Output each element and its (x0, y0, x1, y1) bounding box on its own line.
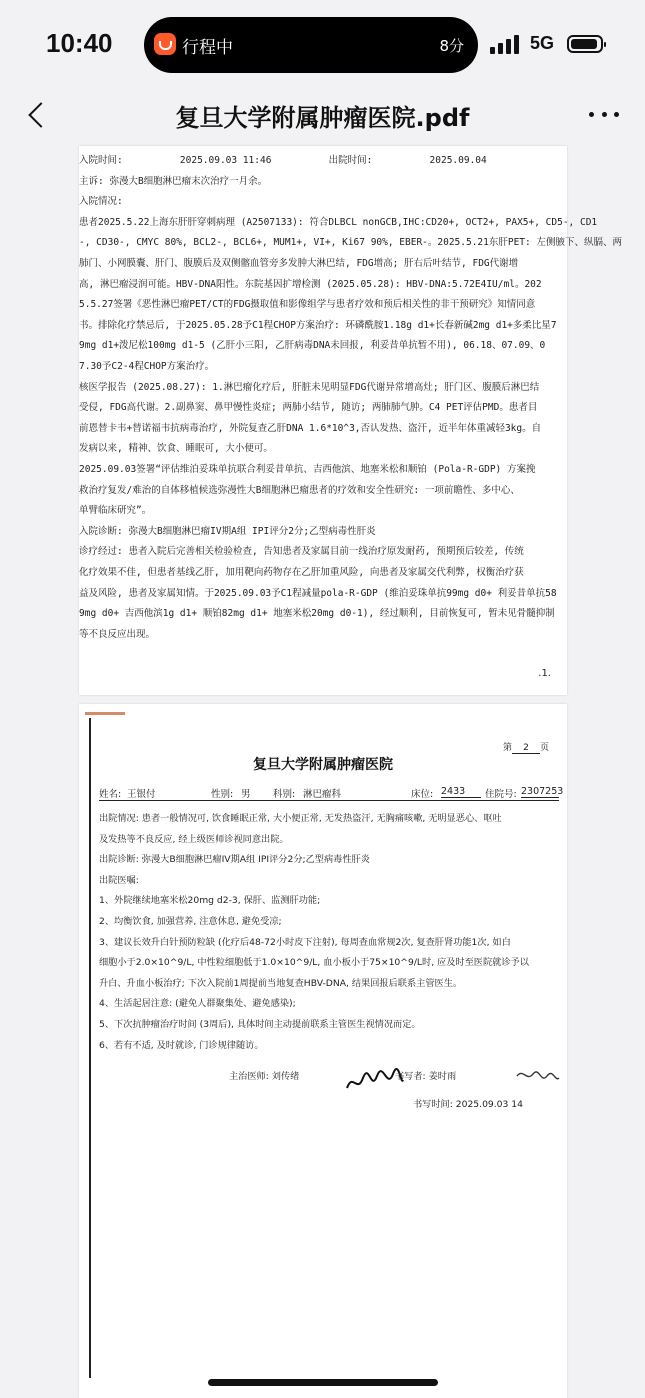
nav-bar (0, 90, 645, 142)
home-indicator[interactable] (208, 1379, 438, 1386)
patient-name: 王银付 (127, 786, 207, 801)
activity-label: 行程中 (182, 38, 233, 58)
live-activity-pill[interactable] (144, 17, 478, 73)
scan-edge-line (89, 718, 91, 1378)
more-options-icon[interactable] (589, 104, 619, 124)
scan-mark (85, 712, 125, 715)
patient-sex: 男 (241, 786, 271, 801)
document-line: 前恩替卡韦+替诺福韦抗病毒治疗, 外院复查乙肝DNA 1.6*10^3,否认发热、盗汗, 近半年体重减轻3kg。自 (79, 422, 542, 434)
document-line: 出院医嘱: (99, 874, 139, 886)
document-line: 细胞小于2.0×10^9/L, 中性粒细胞低于1.0×10^9/L, 血小板小于75×10^9/L时, 应及时至医院就诊予以 (99, 957, 529, 969)
document-line: 肺门、小网膜囊、肝门、腹膜后及双侧髂血管旁多发肿大淋巴结, FDG增高; 肝右后叶结节, FDG代谢增 (79, 258, 519, 269)
document-line: 益及风险, 患者及家属知情。于2025.09.03予C1程减量pola-R-GDP (维泊妥珠单抗99mg d0+ 利妥昔单抗58 (79, 587, 557, 599)
document-line: 7.30予C2-4程CHOP方案治疗。 (79, 361, 215, 372)
page-number: .1. (538, 668, 551, 679)
document-line: 诊疗经过: 患者入院后完善相关检验检查, 告知患者及家属目前一线治疗原发耐药, 预期预后较差, 传统 (79, 546, 524, 558)
document-line: 入院时间: 2025.09.03 11:46 出院时间: 2025.09.04 (79, 155, 487, 166)
document-line: 及发热等不良反应, 经上级医师诊视同意出院。 (99, 833, 289, 845)
department: 淋巴瘤科 (303, 786, 399, 801)
document-line: 核医学报告 (2025.08.27): 1.淋巴瘤化疗后, 肝脏未见明显FDG代谢异常增高灶; 肝门区、腹膜后淋巴结 (79, 381, 540, 393)
document-title: 复旦大学附属肿瘤医院.pdf (175, 104, 470, 132)
network-type: 5G (530, 33, 555, 53)
document-line: 救治疗复发/难治的自体移植候选弥漫性大B细胞淋巴瘤患者的疗效和安全性研究: 一项前瞻性、多中心、 (79, 484, 520, 496)
page-indicator: 第 2 页 (503, 743, 550, 753)
bed-number: 2433 (441, 786, 481, 798)
document-line: 出院情况: 患者一般情况可, 饮食睡眠正常, 大小便正常, 无发热盗汗, 无胸痛咳嗽, 无明显恶心、呕吐 (99, 813, 502, 824)
document-line: 5.5.27签署《恶性淋巴瘤PET/CT的FDG摄取值和影像组学与患者疗效和预后相关性的非干预研究》知情同意 (79, 299, 536, 311)
document-line: 单臂临床研究”。 (79, 505, 152, 517)
document-line: 等不良反应出现。 (79, 628, 156, 640)
pdf-page-2[interactable] (79, 704, 567, 1398)
document-line: -, CD30-, CMYC 80%, BCL2-, BCL6+, MUM1+, VI+, Ki67 90%, EBER-。2025.5.21东肝PET: 左侧腋下、纵膈、两 (79, 237, 622, 249)
document-line: 出院诊断: 弥漫大B细胞淋巴瘤IV期A组 IPI评分2分;乙型病毒性肝炎 (99, 854, 370, 866)
document-line: 主诉: 弥漫大B细胞淋巴瘤末次治疗一月余。 (79, 175, 268, 187)
document-line: 发病以来, 精神、饮食、睡眠可, 大小便可。 (79, 443, 273, 455)
document-line: 9mg d0+ 吉西他滨1g d1+ 顺铂82mg d1+ 地塞米松20mg d0-1), 经过顺利, 目前恢复可, 暂未见骨髓抑制 (79, 608, 555, 620)
patient-header: 姓名: 王银付 性别: 男 科别: 淋巴瘤科 床位: 2433 住院号: 2307253 (99, 786, 564, 800)
pdf-page-1[interactable] (79, 146, 622, 695)
document-line: 高, 淋巴瘤浸润可能。HBV-DNA阳性。东院基因扩增检测 (2025.05.28): HBV-DNA:5.72E4IU/ml。202 (79, 278, 542, 290)
document-line: 2025.09.03签署“评估维泊妥珠单抗联合利妥昔单抗、吉西他滨、地塞米松和顺铂 (Pola-R-GDP) 方案挽 (79, 464, 536, 475)
document-line: 入院情况: (79, 196, 123, 208)
document-line: 9mg d1+泼尼松100mg d1-5 (乙肝小三阳, 乙肝病毒DNA未回报, 利妥昔单抗暂不用), 06.18、07.09、0 (79, 340, 546, 352)
document-line: 升白、升血小板治疗; 下次入院前1周提前当地复查HBV-DNA, 结果回报后联系主管医生。 (99, 977, 463, 989)
document-line: 书。排除化疗禁忌后, 于2025.05.28予C1程CHOP方案治疗: 环磷酰胺1.18g d1+长春新碱2mg d1+多柔比星7 (79, 319, 557, 331)
document-line: 3、建议长效升白针预防粒缺 (化疗后48-72小时皮下注射), 每周查血常规2次, 复查肝肾功能1次, 如白 (99, 936, 511, 948)
document-line: 1、外院继续地塞米松20mg d2-3, 保肝、监测肝功能; (99, 895, 321, 907)
writer: 书写者: 姜时雨 (395, 1071, 457, 1082)
writer-signature (515, 1066, 561, 1088)
attending-doctor: 主治医师: 刘传绪 (229, 1071, 300, 1082)
document-line: 6、若有不适, 及时就诊, 门诊规律随访。 (99, 1039, 264, 1051)
document-line: 4、生活起居注意: (避免人群聚集处、避免感染); (99, 998, 296, 1010)
document-line: 化疗效果不佳, 但患者基线乙肝, 加用靶向药物存在乙肝加重风险, 向患者及家属交代利弊, 权衡治疗获 (79, 567, 524, 578)
battery-icon (567, 35, 603, 53)
document-line: 受侵, FDG高代谢。2.副鼻窦、鼻甲慢性炎症; 两肺小结节, 随访; 两肺肺气肿。C4 PET评估PMD。患者目 (79, 402, 538, 414)
document-line: 5、下次抗肿瘤治疗时间 (3周后), 具体时间主动提前联系主管医生视情况而定。 (99, 1019, 421, 1030)
inpatient-number: 2307253 (521, 786, 564, 797)
write-time: 书写时间: 2025.09.03 14 (413, 1099, 523, 1110)
hospital-name: 复旦大学附属肿瘤医院 (253, 757, 393, 773)
clock: 10:40 (46, 28, 113, 58)
status-bar (0, 0, 645, 90)
cellular-signal-icon (490, 34, 522, 54)
document-line: 2、均衡饮食, 加强营养, 注意休息, 避免受凉; (99, 916, 282, 927)
document-line: 患者2025.5.22上海东肝肝穿刺病理 (A2507133): 符合DLBCL nonGCB,IHC:CD20+, OCT2+, PAX5+, CD5-, CD1 (79, 216, 598, 228)
document-line: 入院诊断: 弥漫大B细胞淋巴瘤IV期A组 IPI评分2分;乙型病毒性肝炎 (79, 525, 376, 537)
ride-app-icon (154, 33, 176, 55)
activity-eta: 8分 (439, 37, 464, 55)
